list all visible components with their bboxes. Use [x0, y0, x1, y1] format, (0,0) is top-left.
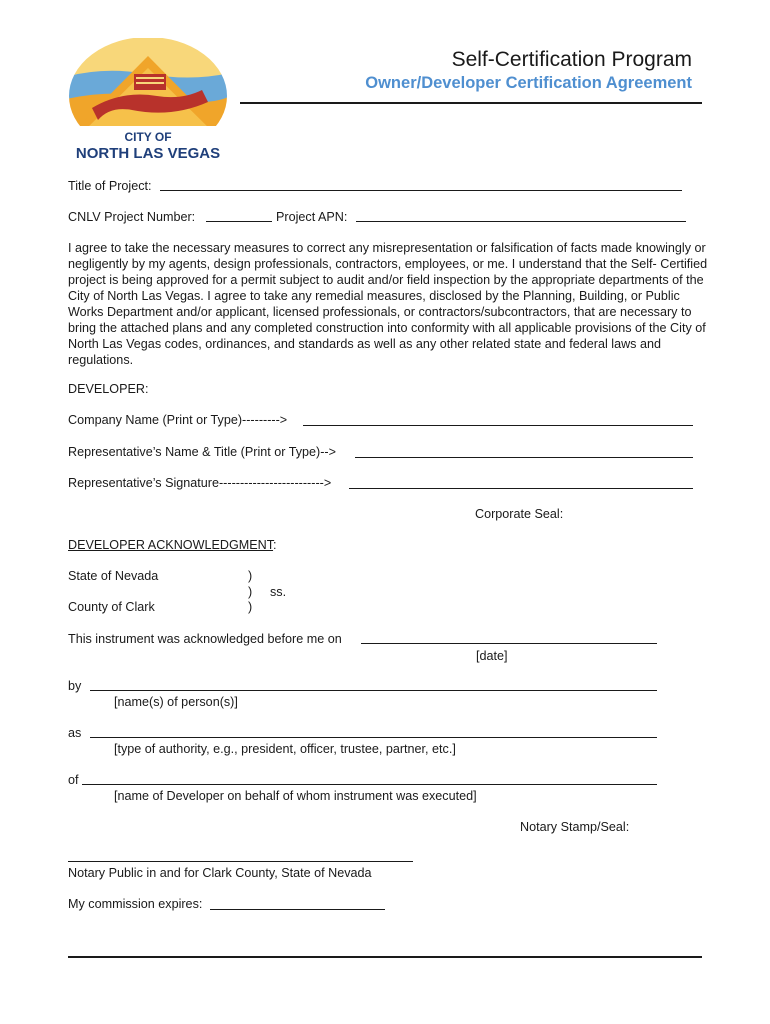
of-field[interactable] — [82, 784, 657, 785]
project-title-field[interactable] — [160, 190, 682, 191]
notary-signature-field[interactable] — [68, 861, 413, 862]
by-caption: [name(s) of person(s)] — [114, 695, 238, 709]
as-field[interactable] — [90, 737, 657, 738]
acknowledged-text: This instrument was acknowledged before me on — [68, 632, 342, 646]
commission-label: My commission expires: — [68, 897, 203, 911]
logo-text-line2: NORTH LAS VEGAS — [75, 145, 221, 162]
project-apn-field[interactable] — [356, 221, 686, 222]
page-title: Self-Certification Program — [451, 48, 692, 71]
by-label: by — [68, 679, 82, 693]
agreement-paragraph: I agree to take the necessary measures to correct any misrepresentation or falsification of facts made knowingly or negligently by my agents, design professionals, contractors, employees, or me. I understand that the Self- Certified project is being approved for a permit subject to audit and/or field inspection by the appropriate departments of the City of North Las Vegas. I agree to take any remedial measures, disclosed by the Planning, Building, or Public Works Department and/or applicant, licensed professionals, or contractors/subcontractors, that are necessary to bring the attached plans and any completed construction into conformity with all applicable provisions of the City of North Las Vegas codes, ordinances, and standards as well as any other related state and federal laws and regulations. — [68, 241, 708, 367]
footer-divider — [68, 956, 702, 958]
paren-3: ) — [248, 600, 253, 614]
county-label: County of Clark — [68, 600, 155, 614]
rep-name-label: Representative’s Name & Title (Print or Type)--> — [68, 445, 336, 459]
state-label: State of Nevada — [68, 569, 159, 583]
acknowledged-date-field[interactable] — [361, 643, 657, 644]
ss-label: ss. — [270, 585, 287, 599]
city-seal-icon — [62, 38, 234, 162]
header-divider — [240, 102, 702, 104]
notary-stamp-label: Notary Stamp/Seal: — [520, 820, 630, 834]
commission-field[interactable] — [210, 909, 385, 910]
acknowledgment-heading-text: DEVELOPER ACKNOWLEDGMENT — [68, 538, 274, 552]
of-caption: [name of Developer on behalf of whom instrument was executed] — [114, 789, 477, 803]
corporate-seal-label: Corporate Seal: — [475, 507, 564, 521]
project-number-label: CNLV Project Number: — [68, 210, 196, 224]
developer-heading: DEVELOPER: — [68, 382, 149, 396]
paren-1: ) — [248, 569, 253, 583]
by-field[interactable] — [90, 690, 657, 691]
project-apn-label: Project APN: — [276, 210, 348, 224]
rep-signature-field[interactable] — [349, 488, 693, 489]
acknowledgment-heading-colon: : — [273, 538, 277, 552]
rep-signature-label: Representative’s Signature-------------------------> — [68, 476, 332, 490]
acknowledgment-heading — [68, 537, 277, 553]
date-caption: [date] — [476, 649, 508, 663]
company-name-field[interactable] — [303, 425, 693, 426]
project-title-label: Title of Project: — [68, 179, 152, 193]
project-number-field[interactable] — [206, 221, 272, 222]
as-caption: [type of authority, e.g., president, officer, trustee, partner, etc.] — [114, 742, 456, 756]
as-label: as — [68, 726, 82, 740]
company-name-label: Company Name (Print or Type)---------> — [68, 413, 288, 427]
city-logo — [62, 38, 234, 162]
logo-text-line1: CITY OF — [124, 130, 172, 144]
paren-2: ) — [248, 585, 253, 599]
notary-public-label: Notary Public in and for Clark County, State of Nevada — [68, 866, 372, 880]
rep-name-field[interactable] — [355, 457, 693, 458]
of-label: of — [68, 773, 79, 787]
page-subtitle: Owner/Developer Certification Agreement — [365, 74, 692, 92]
